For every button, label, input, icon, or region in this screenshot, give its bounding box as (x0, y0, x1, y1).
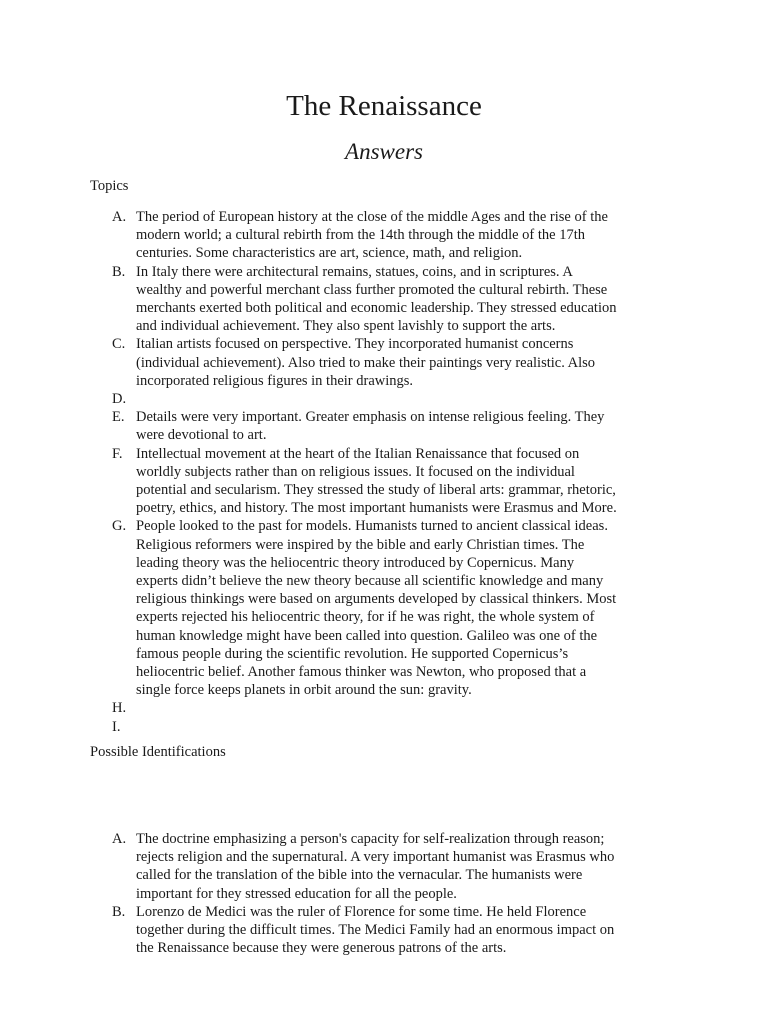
list-item (112, 263, 692, 336)
identifications-list (112, 830, 692, 957)
list-item-text: Lorenzo de Medici was the ruler of Florence for some time. He held Florence together during the difficult times. The Medici Family had an enormous impact on the Renaissance because they were generous patrons of the arts. (136, 903, 615, 957)
list-item-text: The doctrine emphasizing a person's capacity for self-realization through reason; rejects religion and the supernatural. A very important humanist was Erasmus who called for the translation of the bible into the vernacular. The humanists were important for they stressed education for all the people. (136, 831, 615, 902)
page-title: The Renaissance (286, 90, 482, 122)
list-item (112, 699, 692, 717)
list-marker: A. (112, 831, 127, 847)
list-item (112, 718, 692, 736)
list-marker: I. (112, 718, 121, 735)
list-item-text: Details were very important. Greater emphasis on intense religious feeling. They were devotional to art. (136, 409, 605, 444)
list-marker: G. (112, 518, 127, 535)
list-marker: C. (112, 336, 126, 353)
list-item-text (136, 699, 692, 717)
list-item-text: In Italy there were architectural remains, statues, coins, and in scriptures. A wealthy and powerful merchant class further promoted the cultural rebirth. These merchants exerted both political and economic leadership. They stressed education and individual achievement. They also spent lavishly to support the arts. (136, 263, 617, 335)
list-marker: D. (112, 391, 127, 408)
list-item (112, 517, 692, 699)
list-marker: E. (112, 409, 125, 426)
list-marker: F. (112, 445, 123, 462)
list-item (112, 408, 692, 444)
identifications-heading: Possible Identifications (90, 744, 226, 760)
list-item-text: People looked to the past for models. Humanists turned to ancient classical ideas. Religious reformers were inspired by the bible and early Christian times. The leading theory was the heliocentric theory introduced by Copernicus. Many experts didn’t believe the new theory because all scientific knowledge and many religious thinkings were based on arguments developed by classical thinkers. Most experts rejected his heliocentric theory, for if he was right, the whole system of human knowledge might have been called into question. Galileo was one of the famous people during the scientific revolution. He supported Copernicus’s heliocentric belief. Another famous thinker was Newton, who proposed that a single force keeps planets in orbit around the sun: gravity. (136, 518, 617, 699)
topics-heading: Topics (90, 178, 129, 194)
list-item (112, 390, 692, 408)
list-marker: B. (112, 903, 126, 920)
list-item (112, 830, 692, 903)
list-marker: H. (112, 700, 127, 717)
list-item-text: Intellectual movement at the heart of the Italian Renaissance that focused on worldly subjects rather than on religious issues. It focused on the individual potential and secularism. They stressed the study of liberal arts: grammar, rhetoric, poetry, ethics, and history. The most important humanists were Erasmus and More. (136, 445, 617, 517)
list-item-text: The period of European history at the close of the middle Ages and the rise of the modern world; a cultural rebirth from the 14th through the middle of the 17th centuries. Some characteristics are art, science, math, and religion. (136, 209, 608, 262)
list-item-text (136, 718, 692, 736)
list-item-text (136, 390, 692, 408)
topics-list (112, 208, 692, 736)
page-subtitle: Answers (345, 139, 423, 164)
list-marker: A. (112, 209, 127, 225)
list-marker: B. (112, 263, 126, 280)
list-item (112, 903, 692, 958)
list-item (112, 335, 692, 390)
list-item (112, 208, 692, 263)
list-item (112, 445, 692, 518)
list-item-text: Italian artists focused on perspective. They incorporated humanist concerns (individual achievement). Also tried to make their paintings very realistic. Also incorporated religious figures in their drawings. (136, 336, 596, 389)
